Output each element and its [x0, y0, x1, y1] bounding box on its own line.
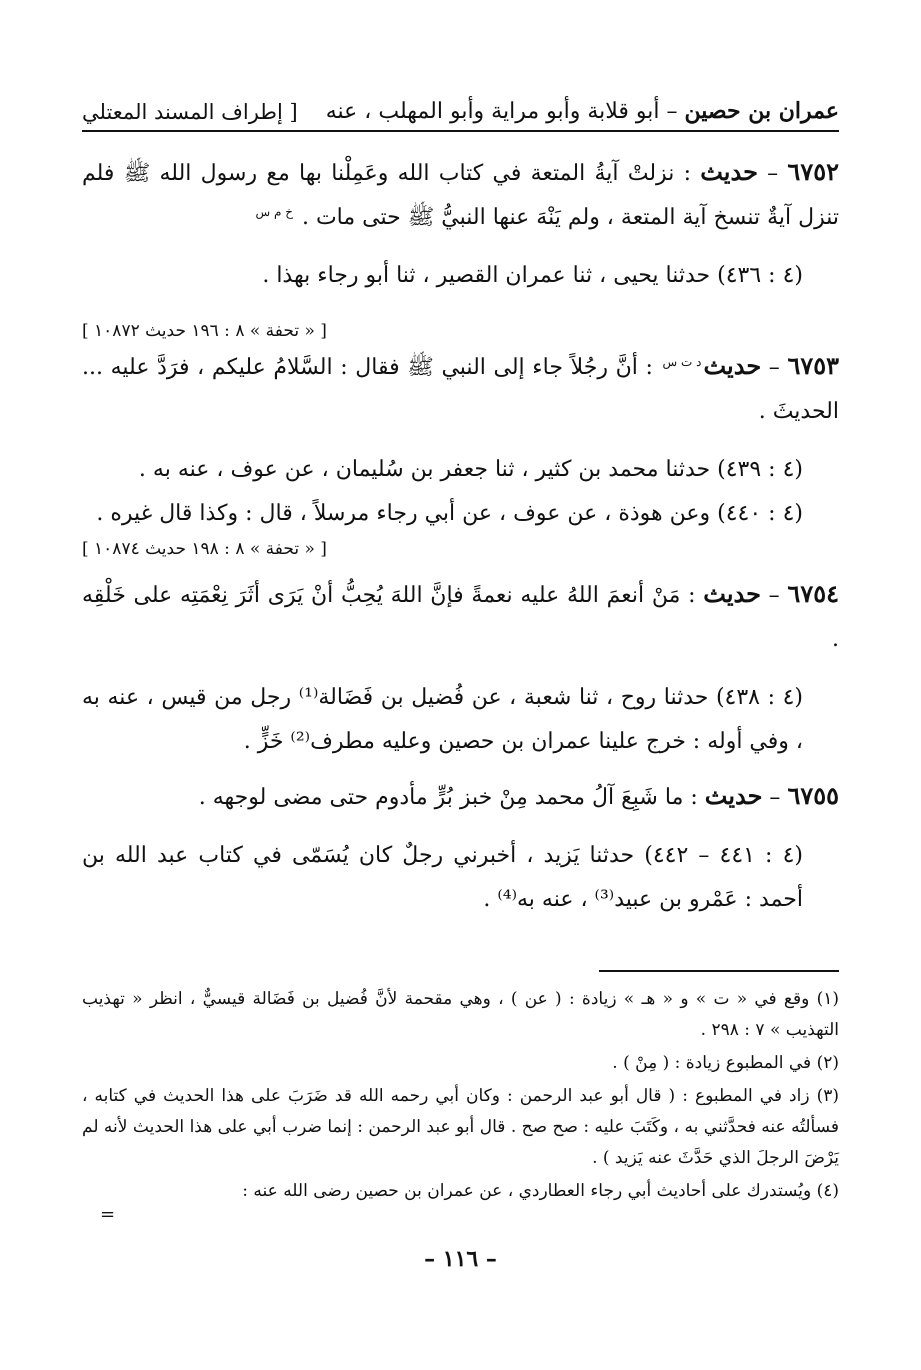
isnad-line: (٤ : ٤٤٠) وعن هوذة ، عن عوف ، عن أبي رجاء مرسلاً ، قال : وكذا قال غيره . [96, 501, 803, 526]
hadith-6752: ٦٧٥٢ – حديث : نزلتْ آيةُ المتعة في كتاب الله وعَمِلْنا بها مع رسول الله ﷺ فلم تنزل آيةٌ تنسخ آية المتعة ، ولم يَنْهَ عنها النبيُّ ﷺ حتى مات . خ م س [82, 157, 839, 230]
header-title-bold: عمران بن حصين [684, 98, 839, 124]
hadith-6755: ٦٧٥٥ – حديث : ما شَبِعَ آلُ محمد مِنْ خبز بُرٍّ مأدوم حتى مضى لوجهه . [198, 781, 839, 810]
hadith-text: : مَنْ أنعمَ اللهُ عليه نعمةً فإنَّ اللهَ يُحِبُّ أنْ يَرَى أثَرَ نِعْمَتِه على خَلْقِه . [82, 583, 839, 652]
hadith-6754: ٦٧٥٤ – حديث : مَنْ أنعمَ اللهُ عليه نعمةً فإنَّ اللهَ يُحِبُّ أنْ يَرَى أثَرَ نِعْمَتِه على خَلْقِه . [82, 579, 839, 652]
hadith-text: : ما شَبِعَ آلُ محمد مِنْ خبز بُرٍّ مأدوم حتى مضى لوجهه . [198, 785, 705, 810]
footnote-3: (٣) زاد في المطبوع : ( قال أبو عبد الرحمن : وكان أبي رحمه الله قد ضَرَبَ على هذا الحديث في كتابه ، فسألتُه عنه فحدَّثني به ، وكَتَبَ عليه : صح صح . قال أبو عبد الرحمن : إنما ضرب أبي على هذا الحديث لأنه لم يَرْضَ الرجلَ الذي حَدَّثَ عنه يَزيد ) . [82, 1086, 839, 1168]
header-title-rest: – أبو قلابة وأبو مراية وأبو المهلب ، عنه [325, 99, 685, 124]
sigla-marks: خ م س [255, 204, 293, 219]
hadith-keyword: حديث [703, 579, 761, 608]
footnotes [82, 984, 839, 1209]
header-title [326, 98, 839, 124]
tuhfa-reference: [ « تحفة » ٨ : ١٩٦ حديث ١٠٨٧٢ ] [82, 321, 327, 341]
hadith-text: : نزلتْ آيةُ المتعة في كتاب الله وعَمِلْنا بها مع رسول الله ﷺ فلم تنزل آيةٌ تنسخ آية المتعة ، ولم يَنْهَ عنها النبيُّ ﷺ حتى مات . [82, 161, 839, 230]
hadith-number: ٦٧٥٣ [787, 351, 839, 380]
footnote-1: (١) وقع في « ت » و « هـ » زيادة : ( عن ) ، وهي مقحمة لأنَّ فُضيل بن فَضَالة قيسيٌّ ، انظر « تهذيب التهذيب » ٧ : ٢٩٨ . [82, 989, 839, 1040]
footnote-continuation-mark: = [100, 1204, 116, 1225]
sigla-marks: د ت س [662, 354, 702, 369]
hadith-number: ٦٧٥٥ [787, 781, 839, 810]
isnad-line: (٤ : ٤٣٦) حدثنا يحيى ، ثنا عمران القصير ، ثنا أبو رجاء بهذا . [262, 263, 803, 288]
running-header [82, 88, 839, 132]
hadith-keyword: حديث [703, 351, 762, 380]
header-book-name: [ إطراف المسند المعتلي [82, 100, 298, 124]
tuhfa-reference: [ « تحفة » ٨ : ١٩٨ حديث ١٠٨٧٤ ] [82, 539, 327, 559]
isnad-line: (٤ : ٤٤١ – ٤٤٢) حدثنا يَزيد ، أخبرني رجلٌ كان يُسَمّى في كتاب عبد الله بن أحمد : عَمْرو بن عبيد⁽³⁾ ، عنه به⁽⁴⁾ . [82, 843, 803, 912]
hadith-number: ٦٧٥٤ [787, 579, 839, 608]
footnote-separator [599, 970, 839, 972]
footnote-2: (٢) في المطبوع زيادة : ( مِنْ ) . [612, 1053, 839, 1073]
hadith-keyword: حديث [704, 781, 763, 810]
hadith-text: : أنَّ رجُلاً جاء إلى النبي ﷺ فقال : السَّلامُ عليكم ، فرَدَّ عليه ... الحديثَ . [82, 355, 839, 424]
hadith-number: ٦٧٥٢ [787, 157, 839, 186]
isnad-line: (٤ : ٤٣٩) حدثنا محمد بن كثير ، ثنا جعفر بن سُليمان ، عن عوف ، عنه به . [138, 457, 803, 482]
page-number: – ١١٦ – [424, 1246, 497, 1272]
hadith-6753: ٦٧٥٣ – حديثد ت س : أنَّ رجُلاً جاء إلى النبي ﷺ فقال : السَّلامُ عليكم ، فرَدَّ عليه ... الحديثَ . [82, 351, 839, 424]
isnad-line: (٤ : ٤٣٨) حدثنا روح ، ثنا شعبة ، عن فُضيل بن فَضَالة⁽¹⁾ رجل من قيس ، عنه به ، وفي أوله : خرج علينا عمران بن حصين وعليه مطرف⁽²⁾ خَزٍّ . [82, 685, 804, 754]
footnote-4: (٤) ويُستدرك على أحاديث أبي رجاء العطاردي ، عن عمران بن حصين رضى الله عنه : [242, 1181, 839, 1201]
main-text [82, 150, 839, 922]
hadith-keyword: حديث [700, 157, 758, 186]
